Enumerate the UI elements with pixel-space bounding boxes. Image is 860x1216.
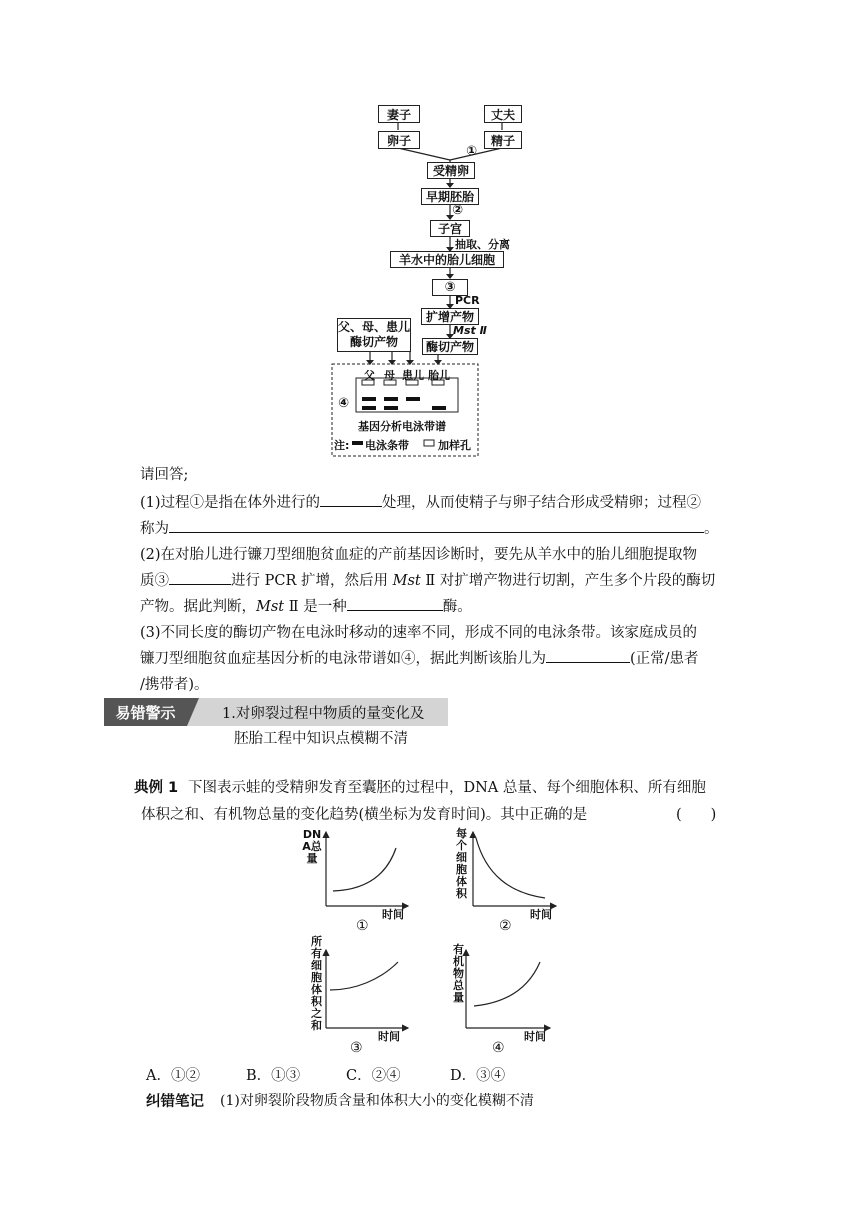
intro-text: 请回答; — [140, 467, 189, 483]
box-wife: 妻子 — [378, 105, 420, 123]
lane-father-label: 父 — [364, 369, 375, 382]
box-fetal-cells: 羊水中的胎儿细胞 — [390, 251, 504, 268]
graph-4-number: ④ — [492, 1040, 505, 1056]
legend-note-prefix: 注: — [334, 439, 350, 452]
box-egg: 卵子 — [378, 131, 420, 149]
lane-patient-label: 患儿 — [402, 369, 424, 382]
graph-2-curve — [476, 838, 545, 898]
step-4-label: ④ — [338, 396, 350, 411]
lane-fetus-label: 胎儿 — [428, 369, 450, 382]
graph-4-xlabel: 时间 — [524, 1030, 546, 1043]
graph-1-ylabel: DNA总量 — [302, 828, 322, 865]
box-parents-digest: 父、母、患儿酶切产物 — [337, 318, 411, 352]
step-2-label: ② — [452, 203, 464, 218]
example-line-2: 体积之和、有机物总量的变化趋势(横坐标为发育时间)。其中正确的是 — [141, 807, 588, 823]
step-1-label: ① — [466, 144, 478, 159]
graph-3-xlabel: 时间 — [378, 1030, 400, 1043]
question-3: (3)不同长度的酶切产物在电泳时移动的速率不同，形成不同的电泳条带。该家庭成员的 镰刀型细胞贫血症基因分析的电泳带谱如④，据此判断该胎儿为 (正常/患者 /携带者)。 — [140, 625, 699, 693]
graph-2-ylabel: 每个细胞体积 — [456, 827, 467, 900]
extract-label: 抽取、分离 — [455, 238, 510, 251]
question-2: (2)在对胎儿进行镰刀型细胞贫血症的产前基因诊断时，要先从羊水中的胎儿细胞提取物 质③ 进行 PCR 扩增，然后用 Mst Ⅱ 对扩增产物进行切割，产生多个片段的酶切 产物。据此判断，Mst Ⅱ 是一种 酶。 — [140, 547, 716, 615]
box-early-embryo: 早期胚胎 — [421, 188, 479, 205]
answer-paren: ( ) — [676, 807, 717, 823]
graph-3-ylabel: 所有细胞体积之和 — [311, 935, 322, 1032]
box-husband: 丈夫 — [484, 105, 522, 123]
graph-3-curve — [330, 962, 398, 990]
gel-title: 基因分析电泳带谱 — [358, 420, 446, 433]
enzyme-label: Mst Ⅱ — [453, 324, 487, 337]
box-amplified: 扩增产物 — [421, 308, 479, 325]
box-zygote: 受精卵 — [427, 162, 475, 179]
graph-3-number: ③ — [350, 1040, 363, 1056]
warning-title-2: 胚胎工程中知识点模糊不清 — [234, 731, 408, 747]
graph-4-curve — [474, 962, 540, 1006]
option-b[interactable]: B．①③ — [246, 1068, 301, 1084]
legend-band-label: 电泳条带 — [365, 439, 409, 452]
graph-1-curve — [333, 848, 396, 891]
question-1: (1)过程①是指在体外进行的 处理，从而使精子与卵子结合形成受精卵；过程② 称为 。 — [140, 490, 725, 542]
option-c[interactable]: C．②④ — [346, 1068, 401, 1084]
example-line-1: 下图表示蛙的受精卵发育至囊胚的过程中，DNA 总量、每个细胞体积、所有细胞 — [188, 780, 706, 796]
example-label: 典例 1 — [134, 780, 179, 796]
warning-title-1: 1.对卵裂过程中物质的量变化及 — [222, 706, 425, 722]
option-d[interactable]: D．③④ — [450, 1068, 506, 1084]
box-uterus: 子宫 — [430, 220, 470, 237]
lane-mother-label: 母 — [384, 369, 395, 382]
notes-text: (1)对卵裂阶段物质含量和体积大小的变化模糊不清 — [220, 1093, 534, 1109]
graph-1-number: ① — [356, 918, 369, 934]
box-sperm: 精子 — [484, 131, 522, 149]
notes-label: 纠错笔记 — [146, 1094, 204, 1110]
graph-2-xlabel: 时间 — [530, 908, 552, 921]
warning-tag: 易错警示 — [104, 698, 187, 726]
graph-1-xlabel: 时间 — [382, 908, 404, 921]
pcr-label: PCR — [455, 294, 480, 307]
graph-2-number: ② — [499, 918, 512, 934]
legend-well-label: 加样孔 — [438, 439, 471, 452]
box-step-3: ③ — [432, 279, 468, 296]
box-digest: 酶切产物 — [422, 338, 478, 355]
graph-4-ylabel: 有机物总量 — [453, 943, 464, 1004]
option-a[interactable]: A．①② — [146, 1068, 200, 1084]
